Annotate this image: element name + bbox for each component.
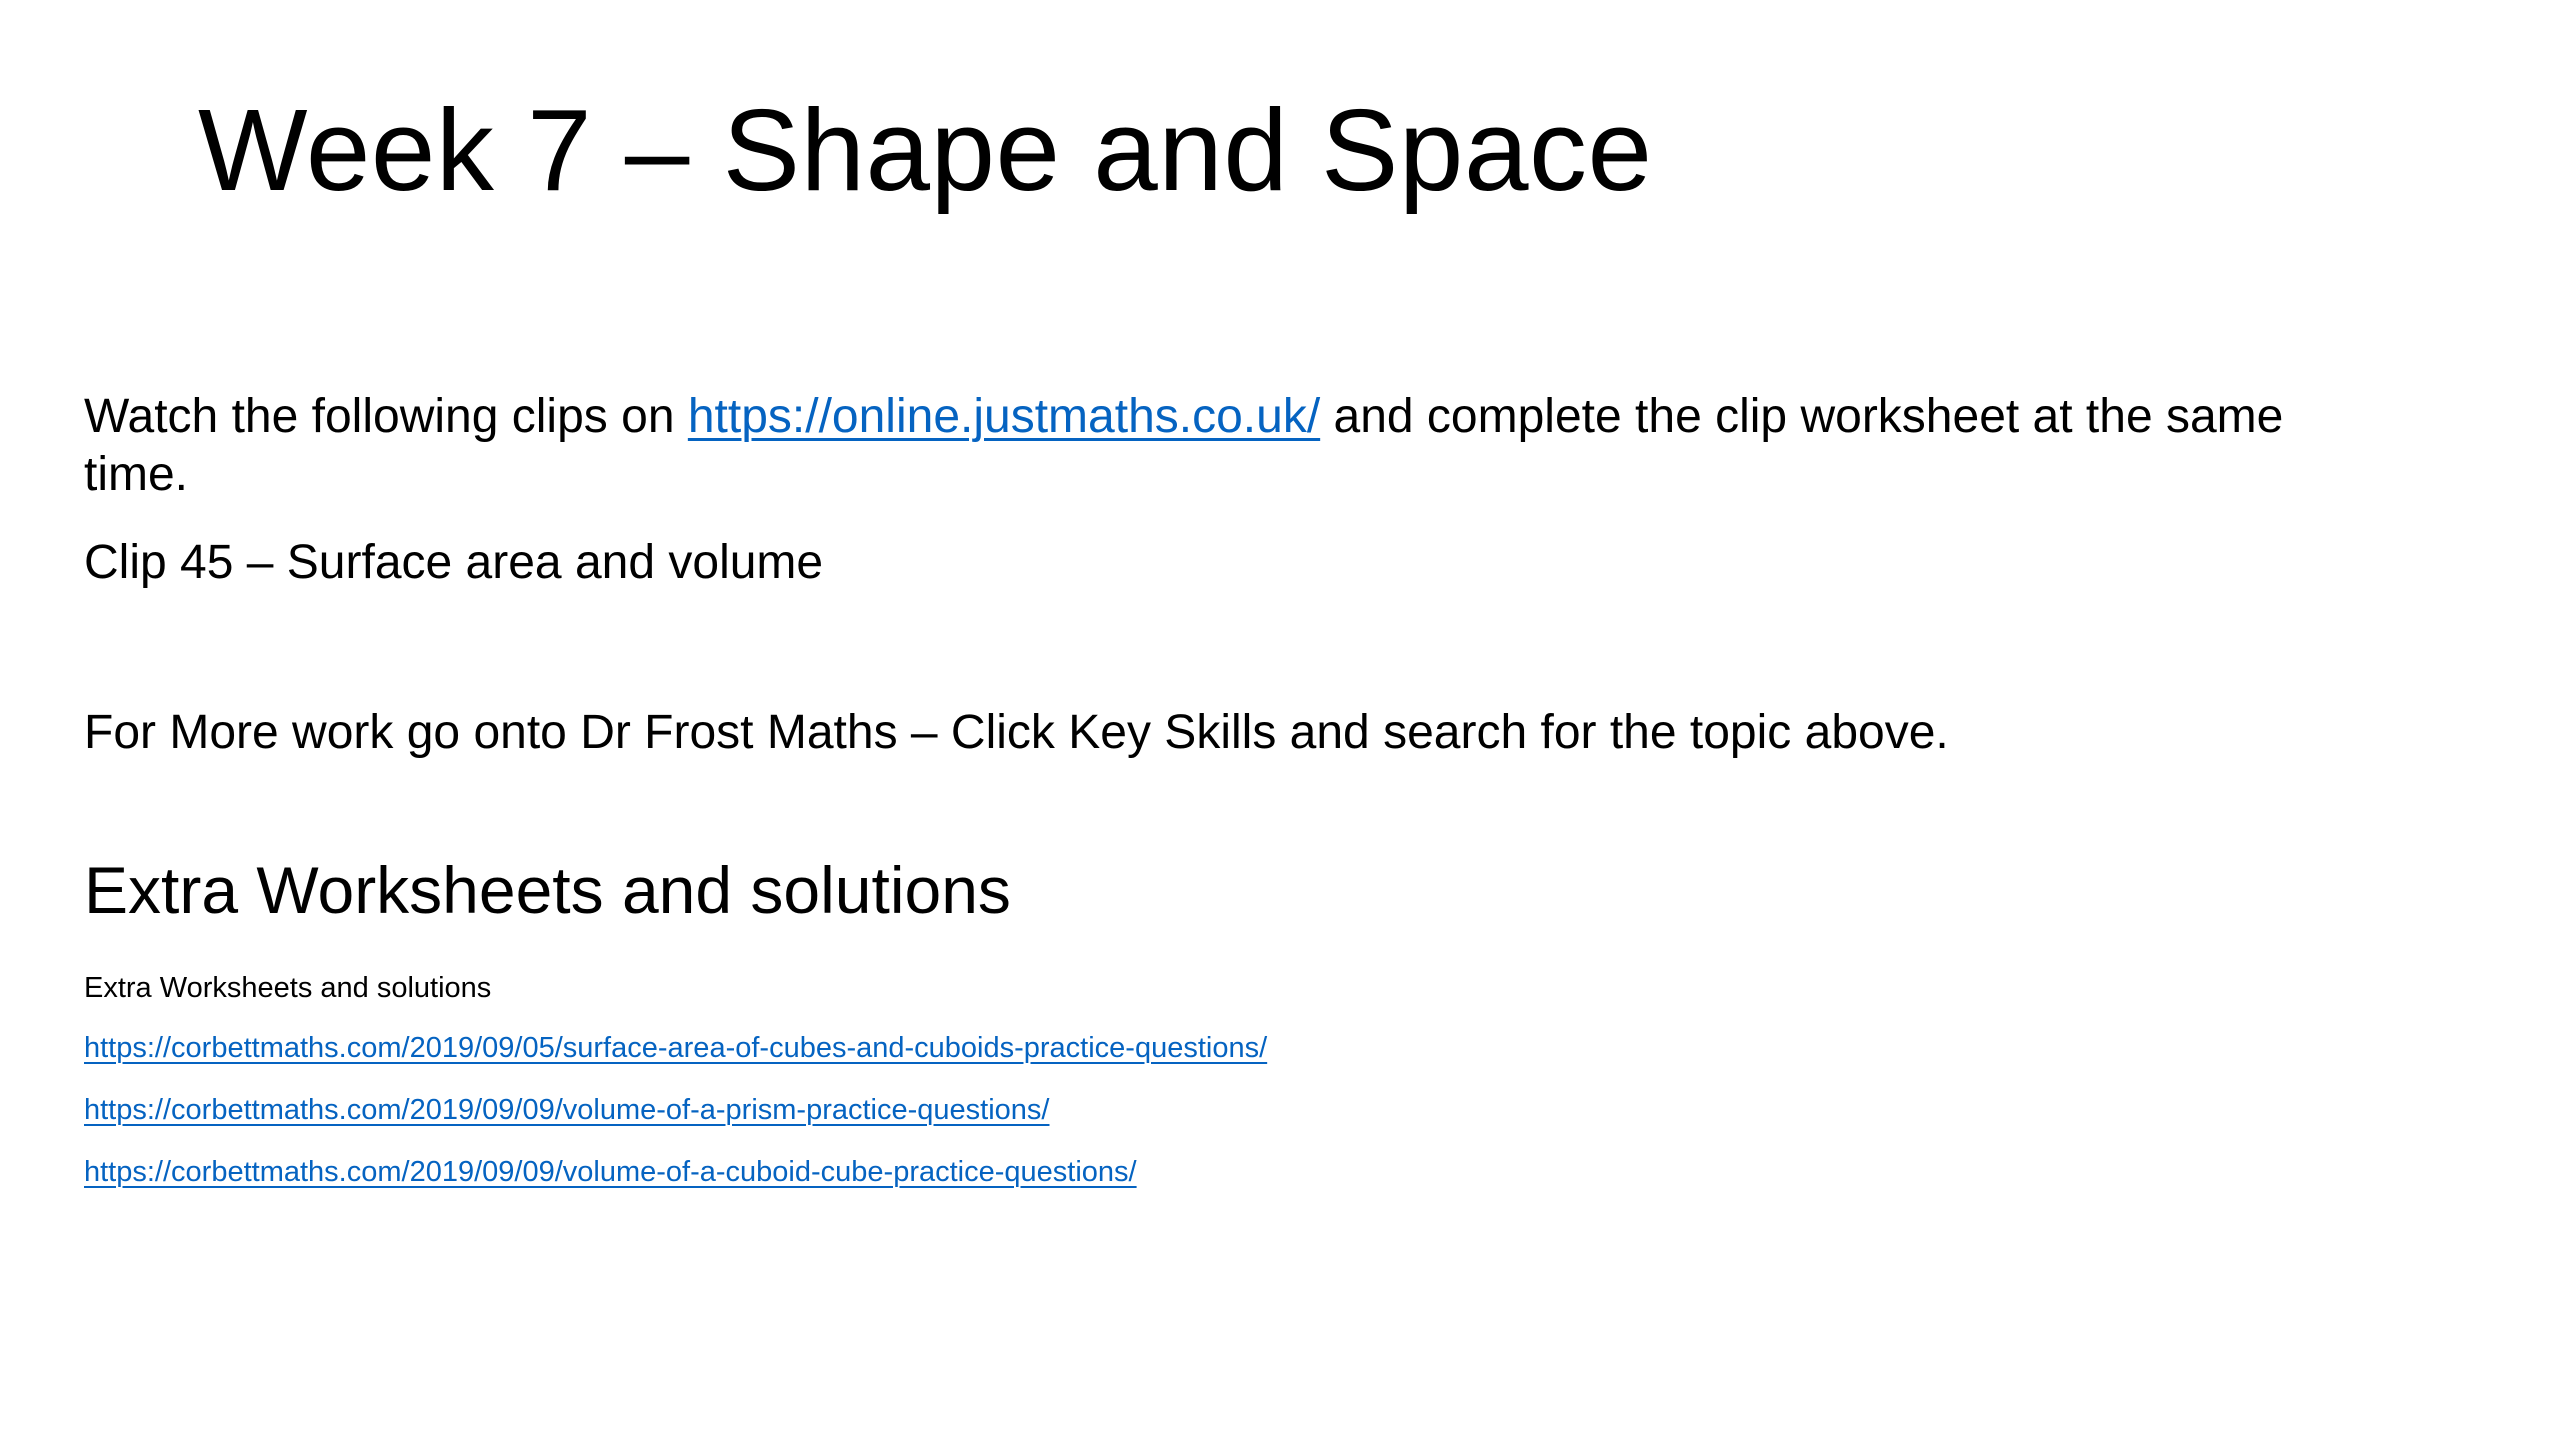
- intro-text-before: Watch the following clips on: [84, 390, 688, 443]
- worksheet-links: [84, 1030, 2344, 1216]
- extra-worksheets-heading: Extra Worksheets and solutions: [84, 853, 1011, 927]
- worksheet-link-volume-cuboid[interactable]: https://corbettmaths.com/2019/09/09/volume-of-a-cuboid-cube-practice-questions/: [84, 1156, 1137, 1188]
- worksheet-link-surface-area[interactable]: https://corbettmaths.com/2019/09/05/surface-area-of-cubes-and-cuboids-practice-questions/: [84, 1032, 1268, 1064]
- worksheet-link-volume-prism[interactable]: https://corbettmaths.com/2019/09/09/volume-of-a-prism-practice-questions/: [84, 1094, 1050, 1126]
- slide-title: Week 7 – Shape and Space: [198, 85, 1653, 215]
- justmaths-link[interactable]: https://online.justmaths.co.uk/: [687, 390, 1321, 443]
- intro-paragraph: [84, 388, 2344, 504]
- more-work-line: For More work go onto Dr Frost Maths – Click Key Skills and search for the topic above.: [84, 706, 1949, 759]
- clip-line: Clip 45 – Surface area and volume: [84, 536, 824, 589]
- extra-worksheets-label: Extra Worksheets and solutions: [84, 972, 492, 1004]
- intro-text-after: and complete the clip worksheet at the same time.: [84, 390, 2284, 501]
